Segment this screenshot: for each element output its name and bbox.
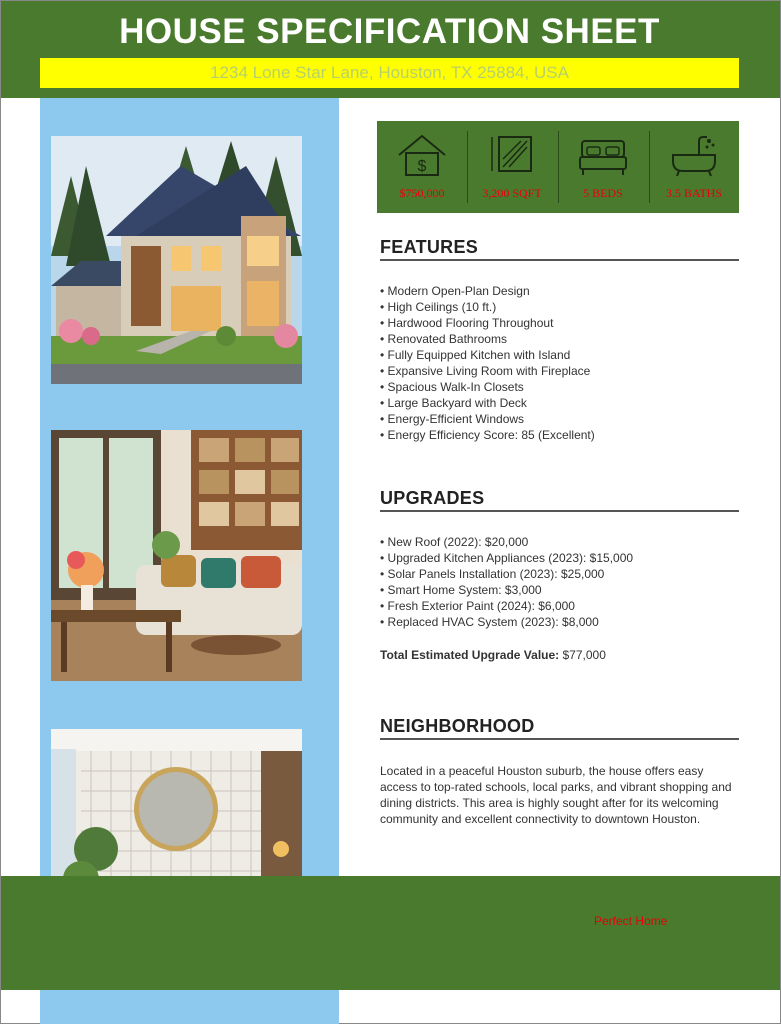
stat-price xyxy=(377,121,467,213)
upgrade-total-label: Total Estimated Upgrade Value: xyxy=(380,648,560,662)
bathtub-icon xyxy=(669,133,719,177)
stat-value: 3,200 SQFT xyxy=(482,186,542,200)
list-item: • New Roof (2022): $20,000 xyxy=(380,535,529,549)
neighborhood-heading: NEIGHBORHOOD xyxy=(380,716,739,740)
list-item: • Large Backyard with Deck xyxy=(380,396,527,410)
upgrade-total xyxy=(380,648,606,662)
list-item: • Smart Home System: $3,000 xyxy=(380,583,542,597)
stats-bar xyxy=(377,121,739,213)
list-item: • Fresh Exterior Paint (2024): $6,000 xyxy=(380,599,575,613)
upgrade-total-value: $77,000 xyxy=(559,648,606,662)
list-item: • Hardwood Flooring Throughout xyxy=(380,316,554,330)
floor-area-icon xyxy=(487,133,537,177)
footer-text: Perfect Home xyxy=(594,914,668,928)
stat-value: 5 BEDS xyxy=(583,186,623,200)
page-title: HOUSE SPECIFICATION SHEET xyxy=(119,12,660,51)
list-item: • Energy-Efficient Windows xyxy=(380,412,525,426)
stat-baths xyxy=(649,121,739,213)
list-item: • Replaced HVAC System (2023): $8,000 xyxy=(380,615,599,629)
house-dollar-icon xyxy=(397,133,447,177)
svg-text:$: $ xyxy=(417,158,427,175)
address-bar: 1234 Lone Star Lane, Houston, TX 25884, USA xyxy=(40,58,739,88)
stat-area xyxy=(467,121,557,213)
list-item: • Renovated Bathrooms xyxy=(380,332,507,346)
list-item: • Expansive Living Room with Fireplace xyxy=(380,364,591,378)
list-item: • High Ceilings (10 ft.) xyxy=(380,300,497,314)
list-item: • Modern Open-Plan Design xyxy=(380,284,530,298)
list-item: • Solar Panels Installation (2023): $25,000 xyxy=(380,567,605,581)
features-heading: FEATURES xyxy=(380,237,739,261)
upgrades-list xyxy=(380,534,633,630)
features-list xyxy=(380,283,595,443)
neighborhood-text: Located in a peaceful Houston suburb, the house offers easy access to top-rated schools, local parks, and vibrant shopping and dining districts. This area is highly sought after for its welcoming community and excellent connectivity to downtown Houston. xyxy=(380,764,732,826)
bed-icon xyxy=(578,133,628,177)
footer-bar xyxy=(1,876,780,990)
house-exterior-photo xyxy=(51,136,302,384)
list-item: • Fully Equipped Kitchen with Island xyxy=(380,348,571,362)
list-item: • Upgraded Kitchen Appliances (2023): $15,000 xyxy=(380,551,634,565)
stat-value: 3.5 BATHS xyxy=(665,186,722,200)
stat-value: $750,000 xyxy=(399,186,445,200)
upgrades-heading: UPGRADES xyxy=(380,488,739,512)
living-room-photo xyxy=(51,430,302,681)
list-item: • Energy Efficiency Score: 85 (Excellent) xyxy=(380,428,595,442)
list-item: • Spacious Walk-In Closets xyxy=(380,380,524,394)
stat-beds xyxy=(558,121,648,213)
